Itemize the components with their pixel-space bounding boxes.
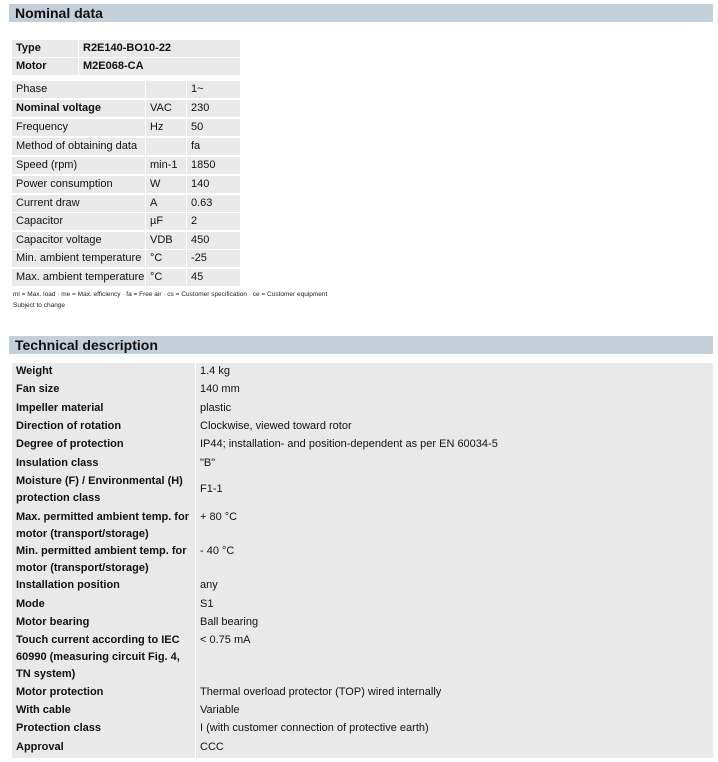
nominal-row-unit [146,138,186,155]
tech-row-label: Impeller material [12,400,195,419]
tech-row-value: "B" [196,455,713,474]
nominal-row-value: 450 [187,232,240,249]
tech-row-label: Motor bearing [12,614,195,633]
tech-row-value: CCC [196,739,713,758]
technical-description-heading: Technical description [9,336,713,354]
tech-row-value: Clockwise, viewed toward rotor [196,418,713,437]
nominal-row-label: Frequency [12,119,145,136]
tech-row-value: Thermal overload protector (TOP) wired internally [196,684,713,703]
nominal-row-label: Capacitor [12,213,145,230]
subject-to-change: Subject to change [13,302,66,309]
tech-row-label: Insulation class [12,455,195,474]
tech-row-label: Fan size [12,381,195,400]
nominal-row-unit: °C [146,250,186,267]
nominal-row-value: -25 [187,250,240,267]
nominal-row-value: 45 [187,269,240,286]
nominal-row-label: Speed (rpm) [12,157,145,174]
nominal-row-label: Power consumption [12,176,145,193]
nominal-row-unit: Hz [146,119,186,136]
tech-row-label: Mode [12,596,195,615]
nominal-row-unit: VAC [146,100,186,117]
tech-row-value: 1.4 kg [196,363,713,382]
nominal-row-value: 1850 [187,157,240,174]
tech-row-value: + 80 °C [196,509,713,545]
nominal-row-value: 50 [187,119,240,136]
nominal-row-value: 230 [187,100,240,117]
tech-row-label: Approval [12,739,195,758]
footnote: ml = Max. load · me = Max. efficiency · fa = Free air · cs = Customer specification · ce = Customer equipment [13,291,328,298]
nominal-row-label: Phase [12,81,145,98]
nominal-row-value: fa [187,138,240,155]
nominal-row-unit: °C [146,269,186,286]
nominal-row-unit: A [146,195,186,212]
tech-row-label: Moisture (F) / Environmental (H) protection class [12,473,195,509]
tech-row-value: IP44; installation- and position-dependent as per EN 60034-5 [196,436,713,455]
motor-label: Motor [12,58,78,75]
tech-row-label: Max. permitted ambient temp. for motor (transport/storage) [12,509,195,545]
nominal-row-label: Min. ambient temperature [12,250,145,267]
tech-row-value: - 40 °C [196,543,713,579]
tech-row-value: 140 mm [196,381,713,400]
tech-row-value: Variable [196,702,713,721]
nominal-row-unit: VDB [146,232,186,249]
tech-row-value: Ball bearing [196,614,713,633]
tech-row-label: Min. permitted ambient temp. for motor (transport/storage) [12,543,195,579]
tech-row-value: any [196,577,713,596]
type-value: R2E140-BO10-22 [79,40,240,57]
tech-row-label: With cable [12,702,195,721]
tech-row-value: plastic [196,400,713,419]
type-label: Type [12,40,78,57]
tech-row-label: Weight [12,363,195,382]
nominal-row-label: Capacitor voltage [12,232,145,249]
tech-row-label: Touch current according to IEC 60990 (measuring circuit Fig. 4, TN system) [12,632,195,685]
tech-row-value: I (with customer connection of protective earth) [196,720,713,739]
nominal-row-label: Method of obtaining data [12,138,145,155]
motor-value: M2E068-CA [79,58,240,75]
nominal-data-heading: Nominal data [9,4,713,22]
tech-row-label: Installation position [12,577,195,596]
nominal-row-unit: min-1 [146,157,186,174]
nominal-row-label: Nominal voltage [12,100,145,117]
nominal-row-label: Max. ambient temperature [12,269,145,286]
nominal-row-value: 0.63 [187,195,240,212]
nominal-row-value: 1~ [187,81,240,98]
nominal-row-value: 2 [187,213,240,230]
tech-row-label: Motor protection [12,684,195,703]
tech-row-value: < 0.75 mA [196,632,713,685]
tech-row-value: F1-1 [196,473,713,509]
nominal-row-value: 140 [187,176,240,193]
nominal-row-unit: µF [146,213,186,230]
tech-row-label: Degree of protection [12,436,195,455]
tech-row-value: S1 [196,596,713,615]
tech-row-label: Direction of rotation [12,418,195,437]
nominal-row-unit [146,81,186,98]
nominal-row-label: Current draw [12,195,145,212]
nominal-row-unit: W [146,176,186,193]
tech-row-label: Protection class [12,720,195,739]
